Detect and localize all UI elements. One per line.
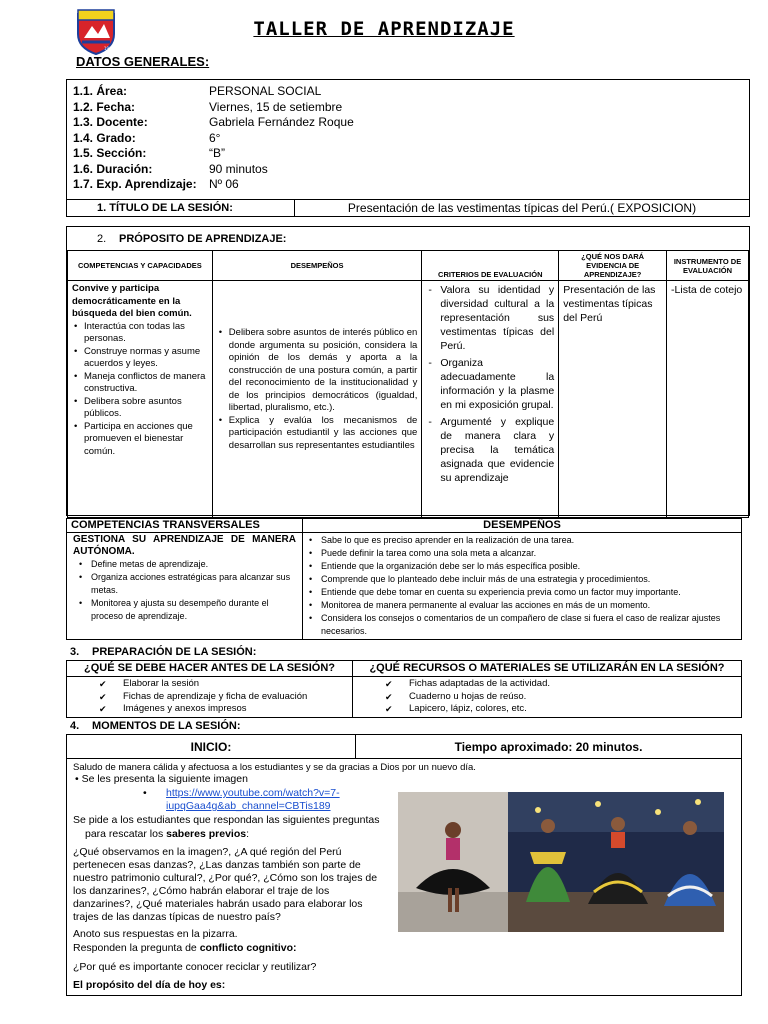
presenta-text: • Se les presenta la siguiente imagen [75, 773, 248, 785]
titulo-sesion-label: 1. TÍTULO DE LA SESIÓN: [67, 200, 295, 216]
competencia-title: Convive y participa democráticamente en la búsqueda del bien común. [72, 283, 192, 319]
desempenos-cell [212, 281, 422, 518]
criterios-cell [422, 281, 559, 518]
proposito-table [67, 250, 749, 518]
list-item: • Delibera sobre asuntos de interés público en donde argumenta su posición, considera la opinión de los demás y aporta a la construcción de una postura común, a partir del reconocimiento de la institucionalidad y de los principios democráticos (igualdad, libertad, pluralismo, etc.). [217, 327, 418, 415]
table-header: CRITERIOS DE EVALUACIÓN [422, 251, 559, 281]
instrumento-cell: -Lista de cotejo [667, 281, 749, 518]
table-header: DESEMPEÑOS [212, 251, 422, 281]
conflicto-cognitivo: conflicto cognitivo: [199, 942, 297, 954]
table-header: INSTRUMENTO DE EVALUACIÓN [667, 251, 749, 281]
table-header: COMPETENCIAS Y CAPACIDADES [68, 251, 213, 281]
datos-value: 90 minutos [209, 162, 268, 176]
inicio-label: INICIO: [190, 740, 232, 754]
datos-row [73, 100, 342, 115]
datos-label: 1.5. Sección: [73, 146, 147, 160]
list-item: ✔ Fichas de aprendizaje y ficha de evaluación [71, 691, 348, 704]
table-header: ¿QUÉ RECURSOS O MATERIALES SE UTILIZARÁN EN LA SESIÓN? [353, 661, 742, 677]
datos-row [73, 146, 225, 161]
recursos-cell [353, 677, 742, 718]
capacidades-list [72, 321, 208, 459]
datos-value: Nº 06 [209, 177, 239, 191]
datos-row [73, 115, 354, 130]
list-item: • Considera los consejos o comentarios de un compañero de clase si fuera el caso de realizar ajustes necesarios. [309, 612, 735, 638]
datos-row [73, 131, 220, 146]
list-item: • Delibera sobre asuntos públicos. [72, 396, 208, 421]
proposito-number: 2. [97, 233, 107, 245]
list-item: - Valora su identidad y diversidad cultural a la representación sus vestimentas típicas del Perú. [426, 283, 554, 353]
momentos-number: 4. [70, 720, 80, 732]
list-item: • Monitorea y ajusta su desempeño durante el proceso de aprendizaje. [79, 597, 296, 623]
rescatar-label: para rescatar los [85, 828, 167, 840]
transversales-desempenos-cell [303, 533, 742, 640]
table-header: ¿QUÉ NOS DARÁ EVIDENCIA DE APRENDIZAJE? [559, 251, 667, 281]
page-title: TALLER DE APRENDIZAJE [253, 18, 515, 40]
list-item: ✔ Lapicero, lápiz, colores, etc. [357, 703, 737, 716]
table-header: ¿QUÉ SE DEBE HACER ANTES DE LA SESIÓN? [67, 661, 353, 677]
list-item: • Participa en acciones que promueven el bienestar común. [72, 421, 208, 459]
preguntas-text: ¿Qué observamos en la imagen?, ¿A qué región del Perú pertenecen esas danzas?, ¿Las danzas también son parte de nuestro patrimonio cultural?, ¿Por qué?, ¿Cómo son los trajes de los danzarines?, ¿Cómo habrán elaborar el traje de los danzarines?, ¿Qué materiales habrán usado para elaborar los trajes de las danzas típicas de nuestro país? [73, 846, 378, 923]
datos-label: 1.6. Duración: [73, 162, 153, 176]
criterios-list [426, 283, 554, 485]
list-item: • Comprende que lo planteado debe incluir más de una estrategia y procedimientos. [309, 573, 735, 586]
list-item: ✔ Fichas adaptadas de la actividad. [357, 678, 737, 691]
list-item: • Puede definir la tarea como una sola meta a alcanzar. [309, 547, 735, 560]
preparacion-heading [70, 646, 256, 658]
inicio-header [67, 735, 741, 759]
preparacion-table [66, 660, 742, 718]
datos-value: Viernes, 15 de setiembre [209, 100, 343, 114]
preparacion-number: 3. [70, 646, 80, 658]
list-item: ✔ Elaborar la sesión [71, 678, 348, 691]
momentos-title: MOMENTOS DE LA SESIÓN: [92, 720, 241, 732]
table-row [67, 533, 742, 640]
datos-label: 1.4. Grado: [73, 131, 136, 145]
table-header-row [68, 251, 749, 281]
datos-label: 1.7. Exp. Aprendizaje: [73, 177, 197, 191]
list-item: • Monitorea de manera permanente al evaluar las acciones en más de un momento. [309, 599, 735, 612]
datos-generales-box [66, 79, 750, 217]
conflicto-label: Responden la pregunta de [73, 942, 200, 954]
competencia-title: GESTIONA SU APRENDIZAJE DE MANERA AUTÓNOMA. [73, 534, 296, 557]
datos-value: PERSONAL SOCIAL [209, 84, 322, 98]
evidencia-cell: Presentación de las vestimentas típicas del Perú [559, 281, 667, 518]
titulo-sesion-row [66, 199, 750, 217]
datos-label: 1.3. Docente: [73, 115, 148, 129]
datos-value: “B” [209, 146, 225, 160]
datos-label: 1.1. Área: [73, 84, 128, 98]
rescatar-text: para rescatar los saberes previos: [85, 828, 250, 840]
datos-row [73, 177, 239, 192]
list-item: • Define metas de aprendizaje. [79, 558, 296, 571]
transversales-table [66, 518, 742, 640]
list-item: • Maneja conflictos de manera constructiva. [72, 371, 208, 396]
antes-cell [67, 677, 353, 718]
list-item: ✔ Cuaderno u hojas de reúso. [357, 691, 737, 704]
datos-label: 1.2. Fecha: [73, 100, 136, 114]
list-item: ✔ Imágenes y anexos impresos [71, 703, 348, 716]
momentos-heading [70, 720, 241, 732]
tiempo-label: Tiempo aproximado: 20 minutos. [355, 735, 741, 759]
list-item: - Organiza adecuadamente la información y la plasme en mi exposición grupal. [426, 356, 554, 412]
conflicto-text [73, 942, 297, 955]
transversales-section [66, 518, 742, 640]
proposito-dia: El propósito del día de hoy es: [73, 979, 226, 991]
proposito-section [66, 226, 750, 516]
list-item: • Interactúa con todas las personas. [72, 321, 208, 346]
recursos-list [357, 678, 737, 716]
list-item: • Entiende que debe tomar en cuenta su experiencia previa como un factor muy importante. [309, 586, 735, 599]
desempenos-list [217, 327, 418, 452]
presenta-label: Se les presenta la siguiente imagen [81, 773, 248, 785]
link-bullet: • [143, 787, 147, 799]
capacidades-list [73, 558, 296, 623]
list-item: • Organiza acciones estratégicas para alcanzar sus metas. [79, 571, 296, 597]
desempenos-list [309, 534, 735, 638]
list-item: • Construye normas y asume acuerdos y leyes. [72, 346, 208, 371]
datos-generales-title: DATOS GENERALES: [76, 54, 210, 69]
proposito-heading [97, 233, 286, 245]
preparacion-title: PREPARACIÓN DE LA SESIÓN: [92, 646, 257, 658]
dancers-photo [398, 792, 724, 932]
list-item: • Entiende que la organización debe ser lo más específica posible. [309, 560, 735, 573]
datos-value: Gabriela Fernández Roque [209, 115, 354, 129]
list-item: • Explica y evalúa los mecanismos de participación estudiantil y las acciones que desarrollan sus representantes estudiantiles [217, 415, 418, 453]
datos-row [73, 84, 321, 99]
titulo-sesion-value: Presentación de las vestimentas típicas del Perú.( EXPOSICION) [347, 201, 697, 215]
saludo-text: Saludo de manera cálida y afectuosa a los estudiantes y se da gracias a Dios por un nuevo día. [73, 762, 476, 773]
datos-row [73, 162, 268, 177]
datos-value: 6° [209, 131, 221, 145]
list-item: - Argumenté y explique de manera clara y precisa la temática asignada que evidencie su aprendizaje [426, 415, 554, 485]
antes-list [71, 678, 348, 716]
table-header: DESEMPEÑOS [303, 519, 742, 533]
table-header-row [67, 519, 742, 533]
list-item: • Sabe lo que es preciso aprender en la realización de una tarea. [309, 534, 735, 547]
youtube-link[interactable]: https://www.youtube.com/watch?v=7-iupqGaa4g&ab_channel=CBTis189 [166, 787, 340, 812]
transversales-competencia-cell [67, 533, 303, 640]
pide-text: Se pide a los estudiantes que respondan las siguientes preguntas [73, 814, 380, 826]
preparacion-section [66, 660, 742, 718]
table-header-row [67, 661, 742, 677]
svg-text:1990: 1990 [104, 46, 115, 51]
table-row [68, 281, 749, 518]
saberes-previos: saberes previos [166, 828, 247, 840]
anoto-text: Anoto sus respuestas en la pizarra. [73, 928, 238, 940]
reciclar-question: ¿Por qué es importante conocer reciclar y reutilizar? [73, 961, 317, 973]
proposito-title: PRÓPOSITO DE APRENDIZAJE: [119, 233, 287, 245]
competencias-cell [68, 281, 213, 518]
table-row [67, 677, 742, 718]
table-header: COMPETENCIAS TRANSVERSALES [67, 519, 303, 533]
